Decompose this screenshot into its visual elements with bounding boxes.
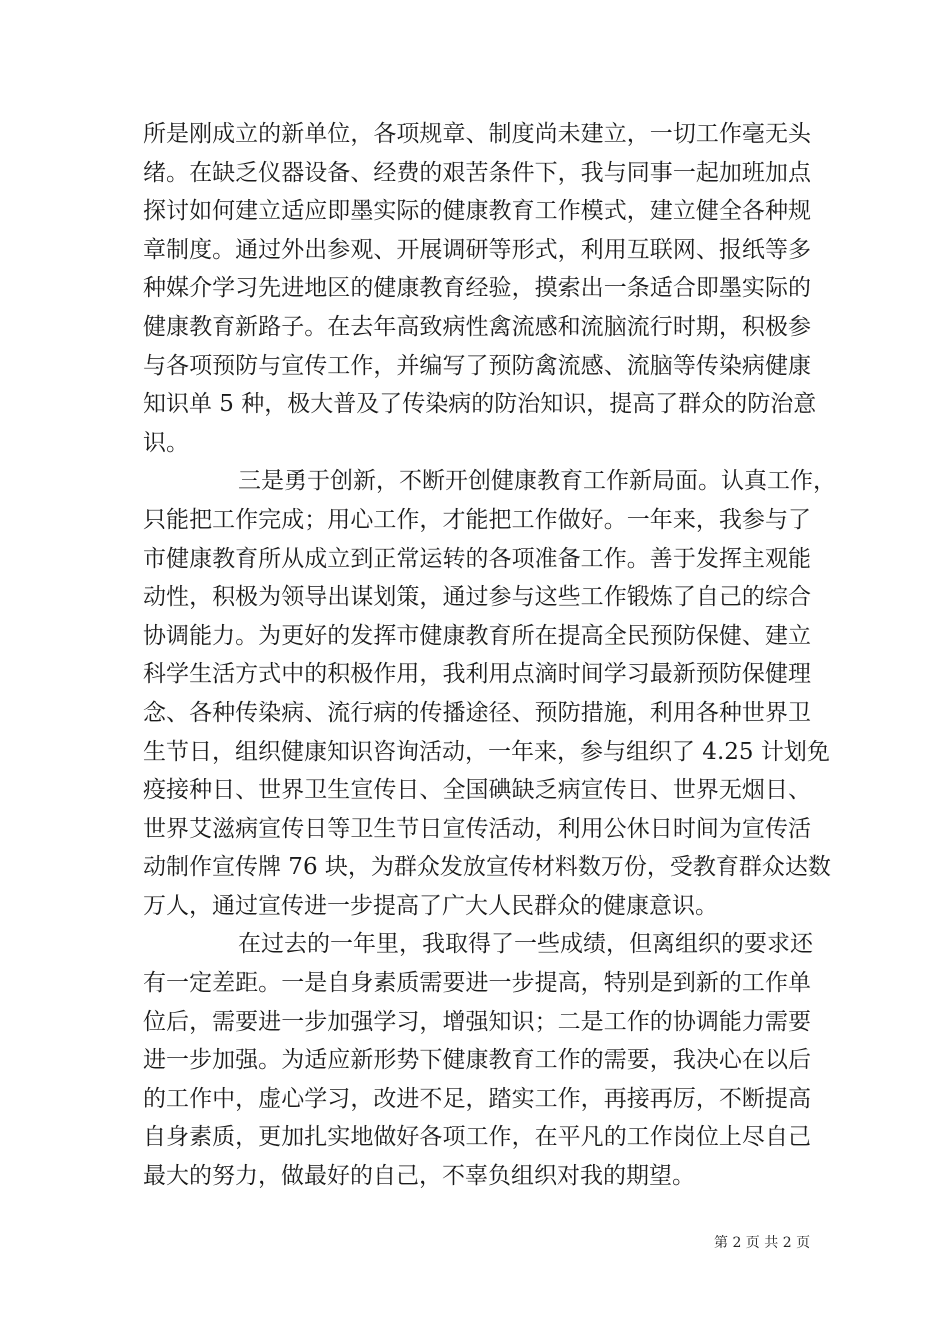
text-line: 探讨如何建立适应即墨实际的健康教育工作模式，建立健全各种规 [143,198,811,225]
text-line: 种媒介学习先进地区的健康教育经验，摸索出一条适合即墨实际的 [143,275,811,302]
text-line: 知识单 5 种，极大普及了传染病的防治知识，提高了群众的防治意 [143,391,817,418]
text-line: 健康教育新路子。在去年高致病性禽流感和流脑流行时期，积极参 [143,313,811,340]
text-line: 念、各种传染病、流行病的传播途径、预防措施，利用各种世界卫 [143,699,811,726]
paragraph-start-line: 在过去的一年里，我取得了一些成绩，但离组织的要求还 [238,931,813,958]
text-line: 最大的努力，做最好的自己，不辜负组织对我的期望。 [143,1163,695,1190]
text-line: 动制作宣传牌 76 块，为群众发放宣传材料数万份，受教育群众达数 [143,854,831,881]
text-line: 位后，需要进一步加强学习，增强知识；二是工作的协调能力需要 [143,1008,811,1035]
text-line: 有一定差距。一是自身素质需要进一步提高，特别是到新的工作单 [143,970,811,997]
text-line: 进一步加强。为适应新形势下健康教育工作的需要，我决心在以后 [143,1047,811,1074]
page-number-footer: 第 2 页 共 2 页 [714,1235,811,1251]
text-line: 的工作中，虚心学习，改进不足，踏实工作，再接再厉，不断提高 [143,1085,811,1112]
text-line: 与各项预防与宣传工作，并编写了预防禽流感、流脑等传染病健康 [143,352,811,379]
text-line: 疫接种日、世界卫生宣传日、全国碘缺乏病宣传日、世界无烟日、 [143,777,811,804]
text-line: 只能把工作完成；用心工作，才能把工作做好。一年来，我参与了 [143,506,811,533]
text-line: 万人，通过宣传进一步提高了广大人民群众的健康意识。 [143,892,718,919]
text-line: 动性，积极为领导出谋划策，通过参与这些工作锻炼了自己的综合 [143,584,811,611]
text-line: 识。 [143,429,189,456]
text-line: 市健康教育所从成立到正常运转的各项准备工作。善于发挥主观能 [143,545,811,572]
text-line: 章制度。通过外出参观、开展调研等形式，利用互联网、报纸等多 [143,236,811,263]
text-line: 自身素质，更加扎实地做好各项工作，在平凡的工作岗位上尽自己 [143,1124,811,1151]
text-line: 协调能力。为更好的发挥市健康教育所在提高全民预防保健、建立 [143,622,811,649]
document-body [143,115,836,1196]
text-line: 所是刚成立的新单位，各项规章、制度尚未建立，一切工作毫无头 [143,121,811,147]
text-line: 生节日，组织健康知识咨询活动，一年来，参与组织了 4.25 计划免 [143,738,830,765]
text-line: 科学生活方式中的积极作用，我利用点滴时间学习最新预防保健理 [143,661,811,688]
text-line: 绪。在缺乏仪器设备、经费的艰苦条件下，我与同事一起加班加点 [143,159,811,186]
text-line: 世界艾滋病宣传日等卫生节日宣传活动，利用公休日时间为宣传活 [143,815,811,842]
paragraph-start-line: 三是勇于创新，不断开创健康教育工作新局面。认真工作， [238,468,836,495]
